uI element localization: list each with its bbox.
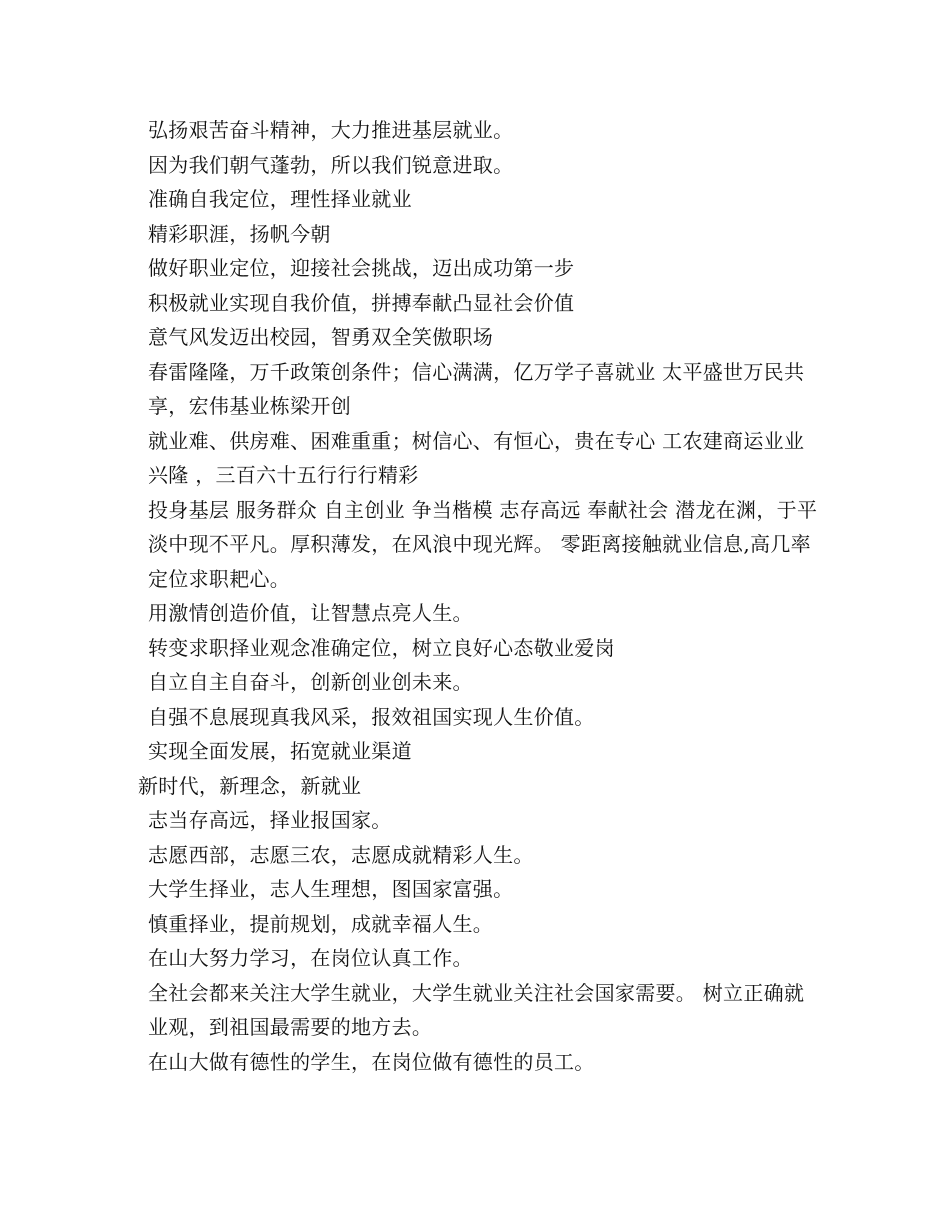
slogan-line: 精彩职涯，扬帆今朝 <box>148 221 331 246</box>
slogan-line: 意气风发迈出校园，智勇双全笑傲职场 <box>148 325 494 349</box>
slogan-line: 志愿西部，志愿三农，志愿成就精彩人生。 <box>148 842 534 867</box>
slogan-line: 在山大做有德性的学生，在岗位做有德性的员工。 <box>148 1049 595 1074</box>
slogan-line: 实现全面发展，拓宽就业渠道 <box>148 739 412 763</box>
slogan-line: 积极就业实现自我价值，拼搏奉献凸显社会价值 <box>148 290 575 315</box>
slogan-line: 慎重择业，提前规划，成就幸福人生。 <box>148 911 494 936</box>
slogan-line: 志当存高远，择业报国家。 <box>148 808 392 832</box>
slogan-line: 就业难、供房难、困难重重；树信心、有恒心，贵在专心 工农建商运业业兴隆 ，三百六十五行行行精彩 <box>148 428 805 487</box>
slogan-line: 新时代，新理念，新就业 <box>138 773 362 798</box>
slogan-line: 因为我们朝气蓬勃，所以我们锐意进取。 <box>148 152 514 177</box>
slogan-line: 准确自我定位，理性择业就业 <box>148 187 412 211</box>
slogan-line: 自立自主自奋斗，创新创业创未来。 <box>148 670 473 694</box>
slogan-line: 在山大努力学习，在岗位认真工作。 <box>148 946 473 970</box>
slogan-line: 用激情创造价值，让智慧点亮人生。 <box>148 601 473 625</box>
slogan-line: 投身基层 服务群众 自主创业 争当楷模 志存高远 奉献社会 潜龙在渊，于平淡中现不平凡。厚积薄发，在风浪中现光辉。 零距离接触就业信息,高几率定位求职耙心。 <box>148 497 818 591</box>
slogan-line: 春雷隆隆，万千政策创条件；信心满满，亿万学子喜就业 太平盛世万民共享，宏伟基业栋梁开创 <box>148 359 805 418</box>
slogan-line: 自强不息展现真我风采，报效祖国实现人生价值。 <box>148 704 595 729</box>
slogan-line: 转变求职择业观念准确定位，树立良好心态敬业爱岗 <box>148 635 615 660</box>
slogan-list <box>138 113 818 1079</box>
slogan-line: 弘扬艰苦奋斗精神，大力推进基层就业。 <box>148 118 514 142</box>
slogan-line: 全社会都来关注大学生就业，大学生就业关注社会国家需要。 树立正确就业观，到祖国最需要的地方去。 <box>148 980 805 1039</box>
slogan-line: 做好职业定位，迎接社会挑战，迈出成功第一步 <box>148 256 575 280</box>
slogan-line: 大学生择业，志人生理想，图国家富强。 <box>148 877 514 901</box>
